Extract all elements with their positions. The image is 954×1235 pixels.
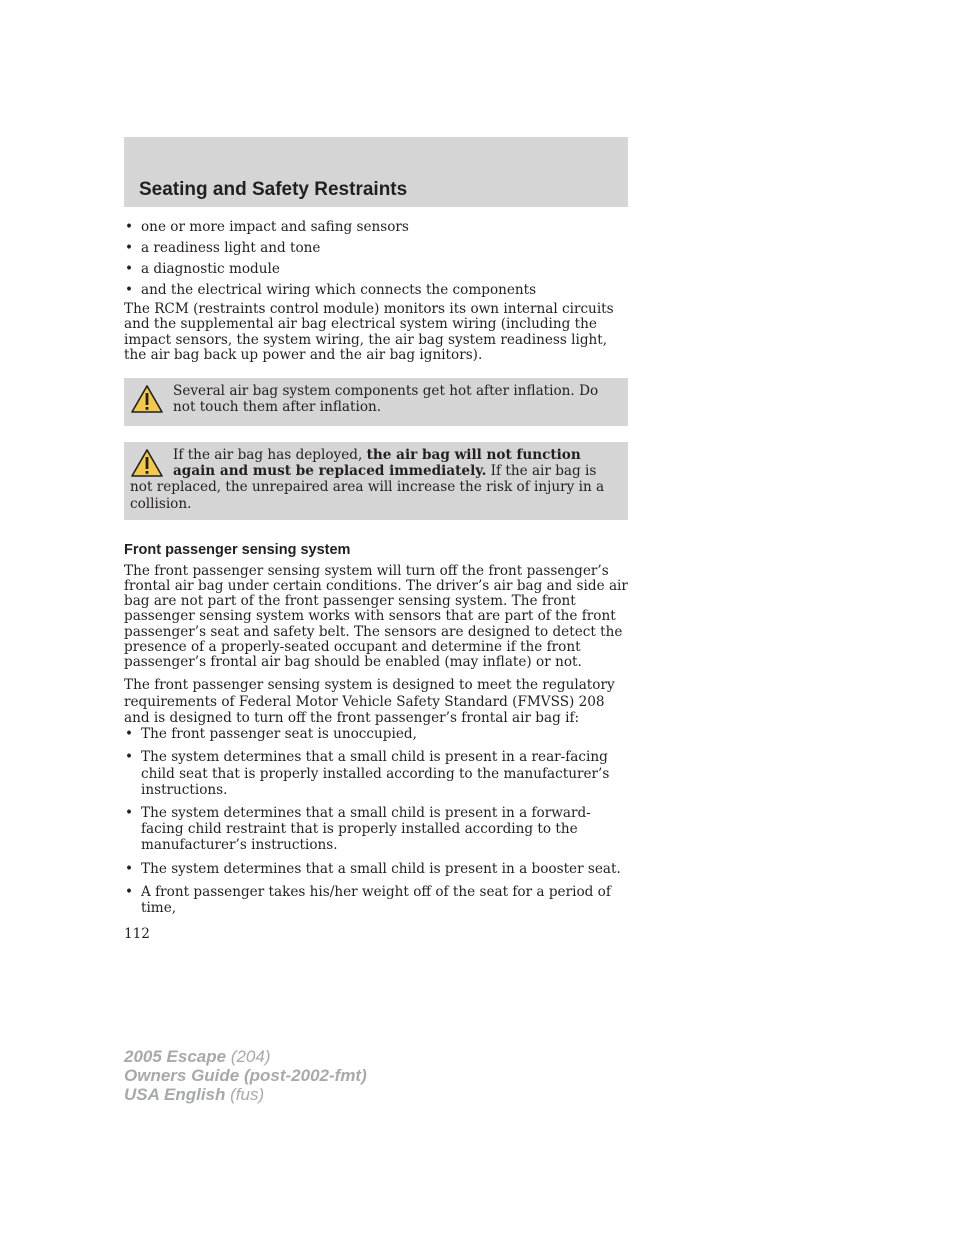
page-number: 112	[124, 926, 150, 942]
warning-box-hot-components	[124, 378, 628, 426]
warning-text-emphasis: the air bag will not function again and must be replaced immediately.	[173, 447, 581, 480]
warning-text: Several air bag system components get hot after inflation. Do not touch them after inflation.	[173, 383, 599, 416]
footer-language: USA English	[124, 1085, 226, 1104]
footer-model-code: (204)	[226, 1047, 271, 1066]
warning-box-deployed	[124, 442, 628, 520]
list-item: • a readiness light and tone	[124, 241, 628, 256]
page-content	[124, 220, 628, 923]
warning-text-rest: If the air bag is not replaced, the unrepaired area will increase the risk of injury in a collision.	[130, 463, 605, 512]
fmvss-paragraph: The front passenger sensing system is designed to meet the regulatory requirements of Federal Motor Vehicle Safety Standard (FMVSS) 208 and is designed to turn off the front passenger’s frontal air bag if:	[124, 677, 615, 726]
list-item: • The front passenger seat is unoccupied,	[124, 726, 628, 742]
list-item: • The system determines that a small child is present in a forward-facing child restraint that is properly installed according to the manufacturer’s instructions.	[124, 805, 628, 854]
footer-line-model	[124, 1047, 367, 1066]
list-item: • The system determines that a small child is present in a booster seat.	[124, 861, 628, 877]
footer-guide: Owners Guide (post-2002-fmt)	[124, 1066, 367, 1085]
footer-line-guide	[124, 1066, 367, 1085]
sensing-system-paragraph: The front passenger sensing system will turn off the front passenger’s frontal air bag under certain conditions. The driver’s air bag and side air bag are not part of the front passenger sensing system. The front passenger sensing system works with sensors that are part of the front passenger’s seat and safety belt. The sensors are designed to detect the presence of a properly-seated occupant and determine if the front passenger’s frontal air bag should be enabled (may inflate) or not.	[124, 562, 628, 671]
warning-triangle-icon	[130, 448, 164, 478]
airbag-off-conditions-list	[124, 726, 628, 916]
footer-model: 2005 Escape	[124, 1047, 227, 1066]
list-item: • A front passenger takes his/her weight off of the seat for a period of time,	[124, 884, 628, 916]
list-item: • one or more impact and safing sensors	[124, 220, 628, 235]
warning-text-intro: If the air bag has deployed,	[173, 447, 367, 464]
page-title: Seating and Safety Restraints	[139, 179, 408, 200]
section-header-band	[124, 137, 628, 207]
component-list	[124, 220, 628, 298]
footer-line-language	[124, 1085, 367, 1104]
document-footer	[124, 1047, 367, 1104]
warning-triangle-icon	[130, 384, 164, 414]
rcm-paragraph: The RCM (restraints control module) monitors its own internal circuits and the supplemental air bag electrical system wiring (including the impact sensors, the system wiring, the air bag system readiness light, the air bag back up power and the air bag ignitors).	[124, 301, 614, 363]
section-heading: Front passenger sensing system	[124, 541, 351, 558]
footer-language-code: (fus)	[225, 1085, 265, 1104]
list-item: • and the electrical wiring which connects the components	[124, 283, 628, 298]
list-item: • a diagnostic module	[124, 262, 628, 277]
list-item: • The system determines that a small child is present in a rear-facing child seat that is properly installed according to the manufacturer’s instructions.	[124, 749, 628, 798]
